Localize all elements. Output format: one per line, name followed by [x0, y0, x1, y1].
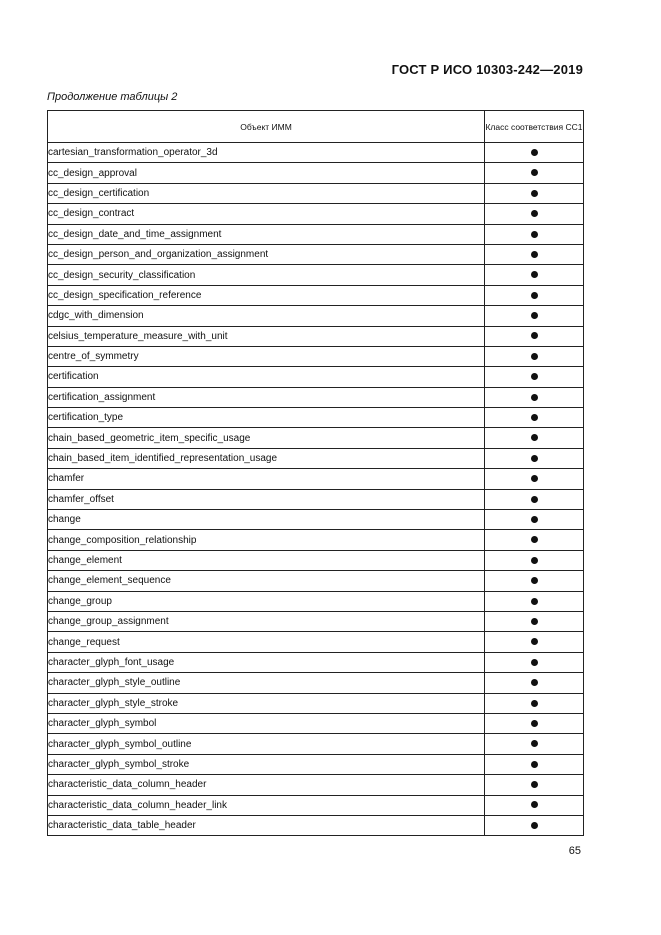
filled-circle-icon — [531, 618, 538, 625]
table-row — [48, 550, 584, 570]
filled-circle-icon — [531, 700, 538, 707]
object-name-cell: celsius_temperature_measure_with_unit — [48, 326, 485, 346]
conformance-cell — [485, 632, 584, 652]
column-header-object: Объект ИММ — [48, 111, 485, 143]
table-row — [48, 469, 584, 489]
table-row — [48, 224, 584, 244]
filled-circle-icon — [531, 190, 538, 197]
filled-circle-icon — [531, 251, 538, 258]
table-row — [48, 632, 584, 652]
object-name-cell: cc_design_approval — [48, 163, 485, 183]
conformance-cell — [485, 571, 584, 591]
filled-circle-icon — [531, 455, 538, 462]
object-name-cell: character_glyph_style_stroke — [48, 693, 485, 713]
filled-circle-icon — [531, 210, 538, 217]
conformance-cell — [485, 530, 584, 550]
conformance-cell — [485, 448, 584, 468]
table-row — [48, 693, 584, 713]
table-header-row — [48, 111, 584, 143]
object-name-cell: character_glyph_symbol_stroke — [48, 754, 485, 774]
object-name-cell: cc_design_certification — [48, 183, 485, 203]
conformance-cell — [485, 367, 584, 387]
table-row — [48, 611, 584, 631]
table-row — [48, 143, 584, 163]
filled-circle-icon — [531, 557, 538, 564]
table-caption: Продолжение таблицы 2 — [47, 91, 178, 103]
table-row — [48, 367, 584, 387]
conformance-cell — [485, 183, 584, 203]
conformance-table — [47, 110, 584, 836]
conformance-cell — [485, 550, 584, 570]
filled-circle-icon — [531, 822, 538, 829]
conformance-cell — [485, 387, 584, 407]
filled-circle-icon — [531, 598, 538, 605]
object-name-cell: characteristic_data_table_header — [48, 815, 485, 835]
filled-circle-icon — [531, 679, 538, 686]
table-row — [48, 673, 584, 693]
table-row — [48, 285, 584, 305]
filled-circle-icon — [531, 373, 538, 380]
object-name-cell: change — [48, 510, 485, 530]
conformance-cell — [485, 652, 584, 672]
object-name-cell: cc_design_contract — [48, 204, 485, 224]
object-name-cell: change_composition_relationship — [48, 530, 485, 550]
object-name-cell: cc_design_date_and_time_assignment — [48, 224, 485, 244]
filled-circle-icon — [531, 536, 538, 543]
filled-circle-icon — [531, 312, 538, 319]
conformance-cell — [485, 611, 584, 631]
object-name-cell: certification_type — [48, 408, 485, 428]
conformance-cell — [485, 265, 584, 285]
table-row — [48, 204, 584, 224]
filled-circle-icon — [531, 149, 538, 156]
filled-circle-icon — [531, 231, 538, 238]
conformance-cell — [485, 285, 584, 305]
table-row — [48, 408, 584, 428]
table-row — [48, 571, 584, 591]
conformance-cell — [485, 428, 584, 448]
conformance-cell — [485, 489, 584, 509]
filled-circle-icon — [531, 516, 538, 523]
conformance-cell — [485, 224, 584, 244]
filled-circle-icon — [531, 720, 538, 727]
table-row — [48, 346, 584, 366]
table-row — [48, 754, 584, 774]
conformance-cell — [485, 815, 584, 835]
object-name-cell: change_group — [48, 591, 485, 611]
conformance-cell — [485, 775, 584, 795]
table-row — [48, 815, 584, 835]
object-name-cell: character_glyph_symbol_outline — [48, 734, 485, 754]
filled-circle-icon — [531, 781, 538, 788]
table-body — [48, 143, 584, 836]
table-row — [48, 734, 584, 754]
filled-circle-icon — [531, 292, 538, 299]
table-row — [48, 530, 584, 550]
table-row — [48, 652, 584, 672]
filled-circle-icon — [531, 496, 538, 503]
table-row — [48, 489, 584, 509]
object-name-cell: chain_based_geometric_item_specific_usage — [48, 428, 485, 448]
table-row — [48, 163, 584, 183]
document-code: ГОСТ Р ИСО 10303-242—2019 — [391, 62, 583, 77]
object-name-cell: characteristic_data_column_header_link — [48, 795, 485, 815]
filled-circle-icon — [531, 761, 538, 768]
filled-circle-icon — [531, 740, 538, 747]
object-name-cell: character_glyph_style_outline — [48, 673, 485, 693]
table-row — [48, 306, 584, 326]
table-row — [48, 326, 584, 346]
table-row — [48, 591, 584, 611]
table-row — [48, 387, 584, 407]
table-row — [48, 265, 584, 285]
object-name-cell: certification_assignment — [48, 387, 485, 407]
object-name-cell: change_group_assignment — [48, 611, 485, 631]
filled-circle-icon — [531, 169, 538, 176]
conformance-cell — [485, 244, 584, 264]
table-row — [48, 183, 584, 203]
object-name-cell: cc_design_specification_reference — [48, 285, 485, 305]
filled-circle-icon — [531, 577, 538, 584]
object-name-cell: cc_design_person_and_organization_assignment — [48, 244, 485, 264]
conformance-cell — [485, 591, 584, 611]
conformance-cell — [485, 713, 584, 733]
conformance-cell — [485, 408, 584, 428]
table-row — [48, 244, 584, 264]
object-name-cell: change_element_sequence — [48, 571, 485, 591]
page-number: 65 — [568, 845, 581, 857]
conformance-cell — [485, 673, 584, 693]
conformance-cell — [485, 734, 584, 754]
conformance-cell — [485, 306, 584, 326]
table-row — [48, 428, 584, 448]
conformance-cell — [485, 510, 584, 530]
table-row — [48, 775, 584, 795]
filled-circle-icon — [531, 394, 538, 401]
filled-circle-icon — [531, 801, 538, 808]
conformance-cell — [485, 143, 584, 163]
conformance-cell — [485, 163, 584, 183]
conformance-cell — [485, 795, 584, 815]
column-header-class: Класс соответствия CC1 — [485, 111, 584, 143]
object-name-cell: cartesian_transformation_operator_3d — [48, 143, 485, 163]
filled-circle-icon — [531, 475, 538, 482]
object-name-cell: character_glyph_symbol — [48, 713, 485, 733]
filled-circle-icon — [531, 271, 538, 278]
filled-circle-icon — [531, 414, 538, 421]
conformance-cell — [485, 693, 584, 713]
filled-circle-icon — [531, 332, 538, 339]
filled-circle-icon — [531, 434, 538, 441]
table-row — [48, 510, 584, 530]
table-row — [48, 795, 584, 815]
conformance-cell — [485, 204, 584, 224]
object-name-cell: certification — [48, 367, 485, 387]
filled-circle-icon — [531, 353, 538, 360]
conformance-cell — [485, 346, 584, 366]
conformance-cell — [485, 469, 584, 489]
object-name-cell: change_request — [48, 632, 485, 652]
object-name-cell: cc_design_security_classification — [48, 265, 485, 285]
conformance-cell — [485, 754, 584, 774]
object-name-cell: chamfer_offset — [48, 489, 485, 509]
conformance-cell — [485, 326, 584, 346]
table-row — [48, 448, 584, 468]
object-name-cell: chain_based_item_identified_representation_usage — [48, 448, 485, 468]
object-name-cell: cdgc_with_dimension — [48, 306, 485, 326]
filled-circle-icon — [531, 659, 538, 666]
table-row — [48, 713, 584, 733]
object-name-cell: centre_of_symmetry — [48, 346, 485, 366]
object-name-cell: character_glyph_font_usage — [48, 652, 485, 672]
object-name-cell: characteristic_data_column_header — [48, 775, 485, 795]
object-name-cell: chamfer — [48, 469, 485, 489]
filled-circle-icon — [531, 638, 538, 645]
object-name-cell: change_element — [48, 550, 485, 570]
